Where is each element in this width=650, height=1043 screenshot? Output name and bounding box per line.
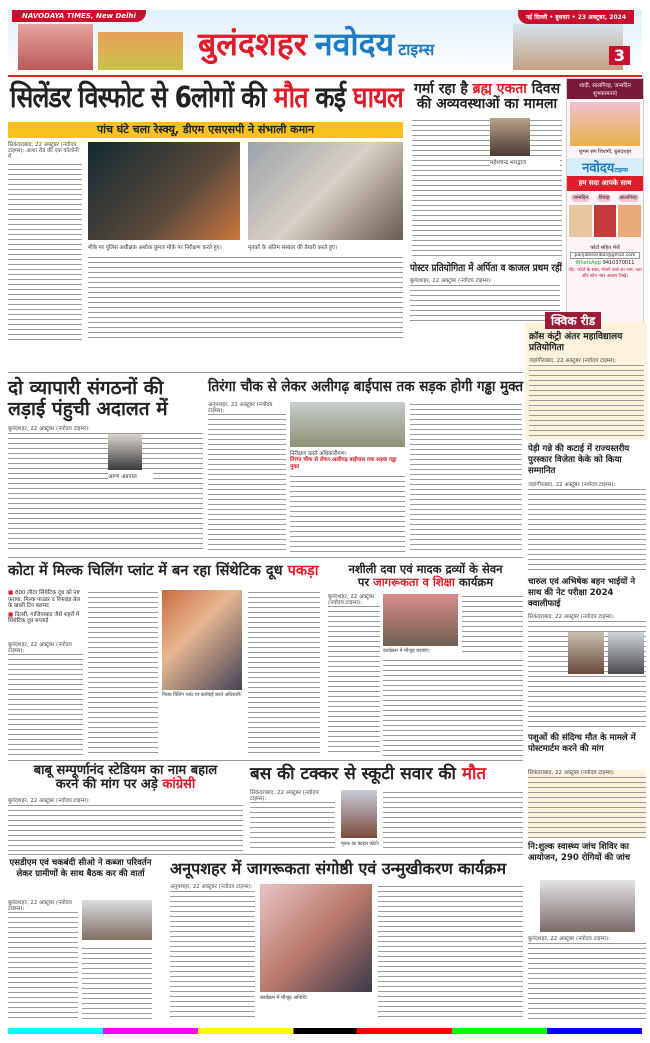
ad-sample-photo — [618, 205, 641, 237]
road-photo — [290, 402, 405, 447]
lead-caption-1: मौके पर पुलिस अधीक्षक अशोक कुमार मौके पर निरीक्षण करते हुए। — [88, 243, 240, 251]
anupshahr-headline: अनूपशहर में जागरूकता संगोष्ठी एवं उन्मुखीकरण कार्यक्रम — [170, 859, 507, 878]
quickread-dateline: जहांगीराबाद, 22 अक्टूबर (नवोदय टाइम्स): — [529, 358, 644, 364]
traders-headline — [8, 378, 203, 420]
net-photo-2 — [608, 632, 644, 674]
stadium-body — [8, 798, 243, 851]
traders-headline-l2: लड़ाई पंहुची अदालत में — [8, 397, 168, 420]
sdm-dateline: बुलंदशहर, 22 अक्टूबर (नवोदय टाइम्स): — [8, 900, 78, 912]
ad-caption: शुभम संग शिवांगी, बुलंदशहर — [578, 149, 632, 155]
animals-headline: पशुओं की संदिग्ध मौत के मामले में पोस्टमार्टम करने की मांग — [528, 733, 636, 755]
road-dateline: अनूपशहर, 22 अक्टूबर (नवोदय टाइम्स): — [208, 402, 286, 414]
milk-headline-b: पकड़ा — [287, 563, 319, 579]
milk-dateline: बुलंदशहर, 22 अक्टूबर (नवोदय टाइम्स): — [8, 642, 83, 654]
traders-caption: अरुण अग्रवाल — [108, 472, 153, 480]
ad-note: नोट: फोटो के साथ, भेजने वाले का नाम, पता और फोन नंबर अवश्य लिखें। — [568, 268, 642, 279]
drugs-body-3 — [462, 594, 523, 654]
drugs-photo — [383, 594, 458, 646]
title-part1: बुलंदशहर — [198, 25, 307, 63]
drugs-headline-l2a: पर — [357, 574, 374, 589]
bus-body-2 — [383, 790, 523, 852]
bus-headline — [250, 765, 523, 784]
road-body-3 — [410, 402, 522, 552]
drugs-headline-l2c: कार्यक्रम — [454, 574, 494, 589]
story2-photo — [490, 118, 530, 156]
section-divider — [8, 760, 523, 761]
drugs-headline-l1: नशीली दवा एवं मादक द्रव्यों के सेवन — [348, 562, 503, 576]
edition-tag: NAVODAYA TIMES, New Delhi — [12, 10, 146, 22]
health-photo — [540, 880, 635, 932]
quickread-body — [529, 358, 644, 436]
sdm-body — [8, 900, 78, 1020]
masthead — [8, 10, 642, 72]
lead-subheadline: पांच घंटे चला रेस्क्यू, डीएम एसएसपी ने संभाली कमान — [96, 123, 315, 136]
lead-headline — [10, 80, 403, 114]
masthead-rule — [8, 75, 642, 77]
anupshahr-photo — [260, 884, 372, 992]
sdm-photo — [82, 900, 152, 940]
masthead-photo-right — [513, 24, 623, 70]
sdm-headline: एसडीएम एवं चकबंदी सीओ ने कब्जा परिवर्तन लेकर ग्रामीणों के साथ बैठक कर की वार्ता — [9, 858, 152, 880]
milk-headline-a: कोटा में मिल्क चिलिंग प्लांट में बन रहा सिंथेटिक दूध — [8, 563, 288, 579]
health-dateline: बुलंदशहर, 22 अक्टूबर (नवोदय टाइम्स): — [528, 936, 646, 942]
story2-headline-a: गर्मा रहा है — [413, 81, 473, 97]
lead-headline-a: सिलेंडर विस्फोट से 6लोगों की — [10, 80, 274, 114]
stadium-headline-l2a: करने की मांग पर अड़े — [55, 777, 163, 793]
ad-brand-sub: टाइम्स — [614, 167, 628, 174]
drugs-headline — [328, 563, 523, 588]
story2-headline — [412, 82, 562, 113]
ad-sample-photo — [569, 205, 592, 237]
story2-headline-b: ब्रह्म एकता — [472, 81, 527, 97]
milk-caption: मिल्क चिलिंग प्लांट पर कार्रवाई करते अधिकारी। — [162, 692, 242, 698]
masthead-photo-left2 — [98, 32, 183, 70]
section-divider — [8, 372, 523, 373]
newspaper-title — [198, 22, 508, 65]
ad-pill-wedding: विवाह — [598, 195, 610, 201]
bus-dateline: सिकंदराबाद, 22 अक्टूबर (नवोदय टाइम्स): — [250, 790, 335, 802]
milk-bullet-2: दिल्ली, गाजियाबाद जैसे शहरों में सिंथेटिक दूध सप्लाई — [8, 611, 80, 624]
drugs-caption: कार्यक्रम में मौजूद छात्राएं। — [383, 648, 458, 654]
greetings-ad — [566, 78, 644, 328]
ad-pill-birthday: जन्मदिन — [573, 195, 589, 201]
lead-body — [8, 142, 82, 342]
stadium-headline-l2b: कांग्रेसी — [162, 777, 196, 793]
bus-caption: मृतक का फाइल फोटो। — [341, 841, 380, 847]
footer-color-bar — [8, 1028, 642, 1034]
animals-dateline: सिकंदराबाद, 22 अक्टूबर (नवोदय टाइम्स): — [528, 770, 646, 776]
poster-body — [410, 278, 560, 321]
drugs-body — [328, 594, 380, 756]
edition-date: नई दिल्ली • बुधवार • 23 अक्टूबर, 2024 — [518, 10, 634, 24]
poster-headline: पोस्टर प्रतियोगिता में अर्पिता व काजल प्रथम रहीं — [410, 263, 562, 274]
anupshahr-body — [170, 884, 255, 1020]
quickread-headline: क्रॉस कंट्री अंतर महाविद्यालय प्रतियोगिता — [529, 332, 623, 353]
lead-photo-2 — [248, 142, 403, 240]
traders-headline-l1: दो व्यापारी संगठनों की — [8, 377, 164, 399]
lead-subheadline-bar — [8, 122, 403, 138]
lead-body-cont — [88, 255, 403, 342]
milk-headline — [8, 564, 323, 580]
road-subhead: तिरंगा चौक से लेकर अलीगढ़ बाईपास तक सड़क गड्ढा मुक्त — [290, 457, 405, 470]
milk-body — [8, 642, 83, 756]
cane-body — [528, 482, 646, 574]
bus-headline-a: बस की टक्कर से स्कूटी सवार की — [250, 764, 462, 784]
bus-body — [250, 790, 335, 852]
drugs-body-2 — [383, 658, 523, 756]
road-body — [208, 402, 286, 552]
ad-email: panjablearibar@gmail.com — [570, 252, 640, 259]
whatsapp-icon: WhatsApp — [575, 260, 602, 266]
ad-top-banner: शादी, सालगिरह, जन्मदिन शुभकामनाएं — [567, 79, 643, 99]
milk-body-2 — [88, 590, 158, 756]
health-body — [528, 936, 646, 1020]
health-headline: नि:शुल्क स्वास्थ्य जांच शिविर का आयोजन, 290 रोगियों की जांच — [528, 842, 631, 864]
milk-bullet: ■ दिल्ली, गाजियाबाद जैसे शहरों में सिंथेटिक दूध सप्लाई — [8, 611, 80, 624]
road-caption: निरीक्षण करते अधिकारीगण। — [290, 449, 405, 457]
lead-photo-1 — [88, 142, 240, 240]
page-number: 3 — [609, 46, 630, 65]
title-part2: नवोदय — [314, 25, 395, 63]
milk-bullet-1: 800 लीटर सिंथेटिक दूध को नष्ट कराया, मिल्क पाउडर व रिफाइंड तेल के खाली टिन बरामद — [8, 590, 81, 609]
anupshahr-body-2 — [378, 884, 523, 1020]
ad-sample-photo — [594, 205, 617, 237]
lead-headline-c: कई — [307, 80, 353, 114]
net-dateline: सिकंदराबाद, 22 अक्टूबर (नवोदय टाइम्स): — [528, 614, 646, 620]
story2-headline-c: दिवस — [526, 81, 561, 97]
traders-body — [8, 426, 203, 551]
bus-headline-b: मौत — [461, 764, 487, 784]
section-divider — [8, 854, 523, 855]
lead-headline-b: मौत — [273, 80, 308, 114]
stadium-headline — [8, 764, 243, 793]
lead-caption-2: मृतकों के अंतिम संस्कार की तैयारी करते हुए। — [248, 243, 403, 251]
lead-headline-d: घायल — [352, 80, 403, 114]
milk-bullets — [8, 590, 83, 625]
quickread-box — [525, 314, 647, 440]
masthead-photo-left — [18, 24, 93, 70]
anupshahr-dateline: अनूपशहर, 22 अक्टूबर (नवोदय टाइम्स): — [170, 884, 255, 890]
stadium-dateline: बुलंदशहर, 22 अक्टूबर (नवोदय टाइम्स): — [8, 798, 243, 804]
anupshahr-caption: कार्यक्रम में मौजूद अतिथि। — [260, 995, 372, 1001]
title-part3: टाइम्स — [398, 40, 435, 59]
milk-bullet: ■ 800 लीटर सिंथेटिक दूध को नष्ट कराया, मिल्क पाउडर व रिफाइंड तेल के खाली टिन बरामद — [8, 590, 81, 609]
traders-dateline: बुलंदशहर, 22 अक्टूबर (नवोदय टाइम्स): — [8, 426, 203, 432]
bus-photo — [341, 790, 377, 838]
lead-dateline: सिकंदराबाद, 22 अक्टूबर (नवोदय टाइम्स): आशा रोड की एक कॉलोनी में — [8, 142, 82, 160]
ad-couple-photo — [570, 102, 640, 146]
milk-body-3 — [248, 590, 320, 756]
milk-photo — [162, 590, 242, 690]
cane-dateline: जहांगीराबाद, 22 अक्टूबर (नवोदय टाइम्स): — [528, 482, 646, 488]
cane-headline: पेड़ी गन्ने की कटाई में राज्यस्तरीय पुरस्कार विजेता केके को किया सम्मानित — [528, 444, 630, 477]
drugs-dateline: बुलंदशहर, 22 अक्टूबर (नवोदय टाइम्स): — [328, 594, 380, 606]
ad-phone: 9410370011 — [602, 260, 635, 266]
quickread-label: क्विक रीड — [545, 312, 601, 329]
sdm-body-2 — [82, 946, 152, 1020]
story2-headline-line2: की अव्यवस्थाओं का मामला — [416, 96, 558, 113]
stadium-headline-l1: बाबू सम्पूर्णानंद स्टेडियम का नाम बहाल — [33, 763, 218, 778]
net-headline: चारुल एवं अभिषेक बहन भाईयों ने साथ की नेट परीक्षा 2024 क्वालीफाई — [528, 577, 636, 610]
poster-dateline: बुलंदशहर, 22 अक्टूबर (नवोदय टाइम्स): — [410, 278, 560, 284]
road-headline: तिरंगा चौक से लेकर अलीगढ़ बाईपास तक सड़क होगी गड्ढा मुक्त — [208, 379, 524, 395]
ad-banner: हम सदा आपके साथ — [567, 176, 643, 191]
net-photo-1 — [568, 632, 604, 674]
story2-body — [412, 118, 562, 258]
road-body-2 — [290, 474, 405, 552]
ad-brand: नवोदय — [582, 161, 615, 176]
traders-photo — [108, 434, 142, 470]
story2-caption: महेशचन्द्र भारद्वाज — [490, 158, 560, 166]
drugs-headline-l2b: जागरूकता व शिक्षा — [373, 574, 455, 589]
ad-contact: फोटो सहित भेजें — [590, 245, 620, 251]
ad-pill-anniversary: सालगिरह — [619, 195, 637, 201]
section-divider — [8, 557, 523, 558]
animals-body — [528, 770, 646, 838]
